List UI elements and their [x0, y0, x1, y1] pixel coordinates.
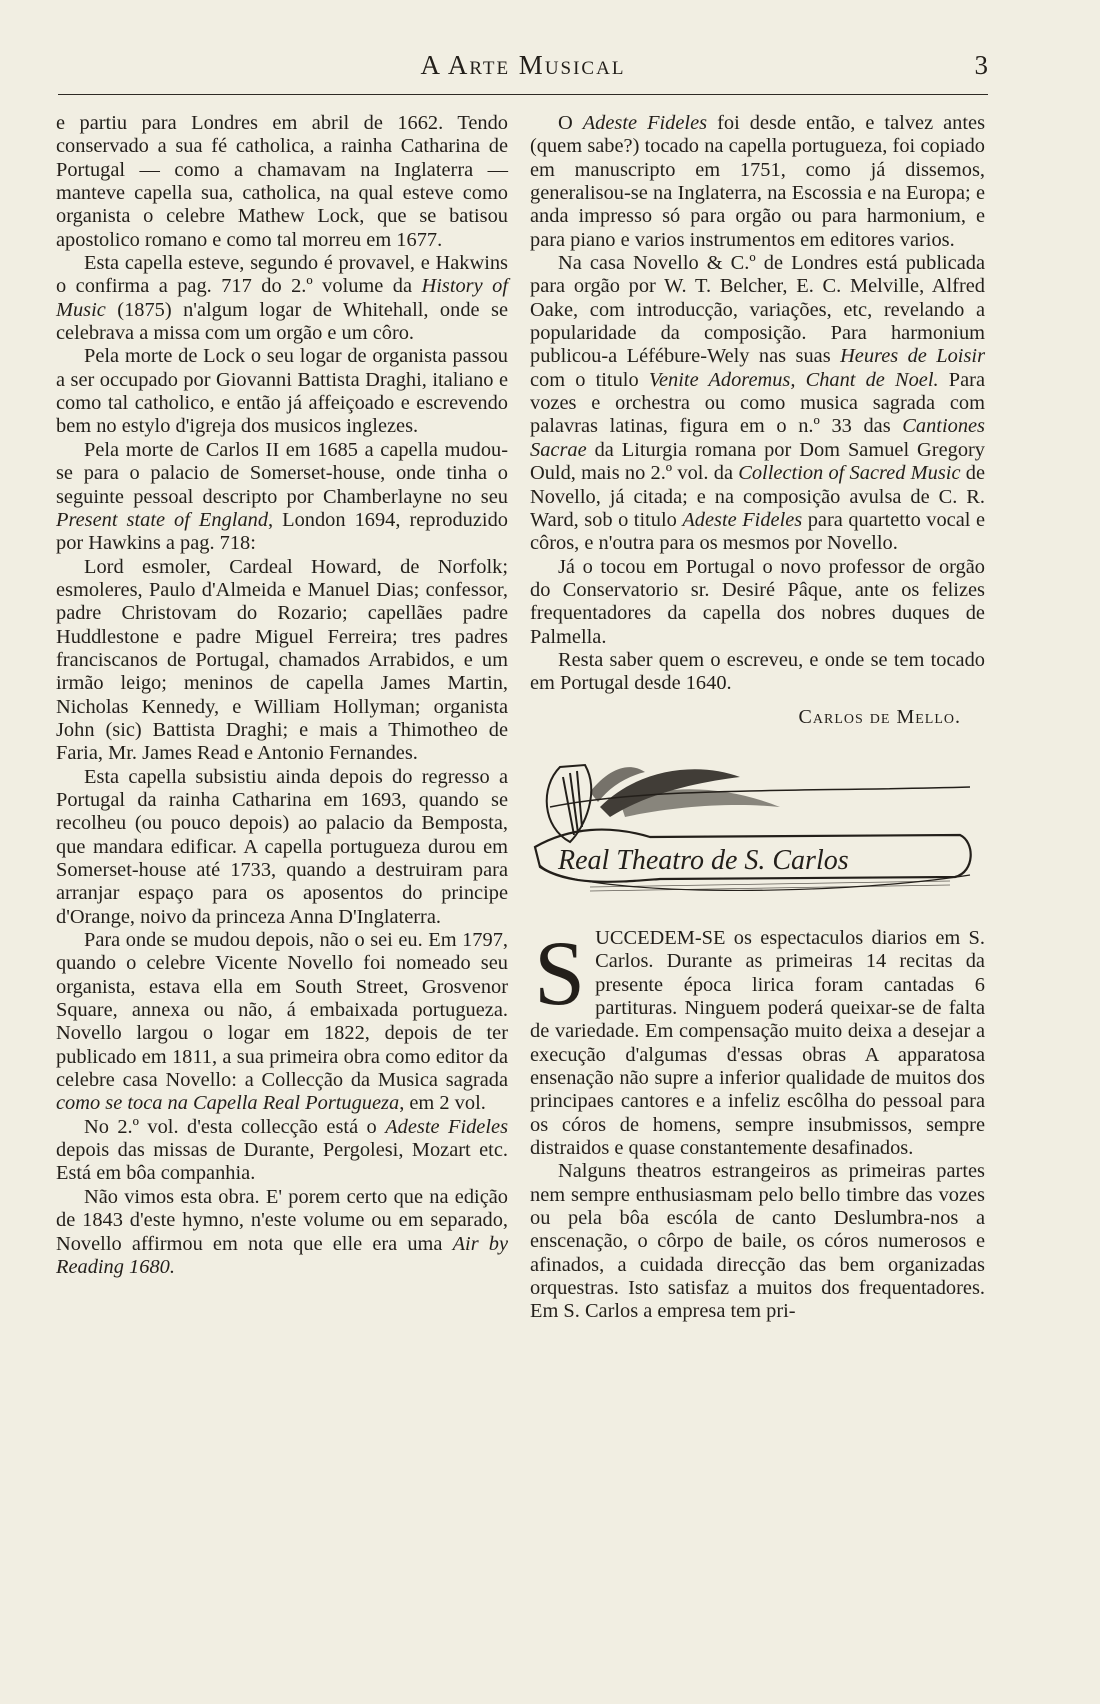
page-number: 3	[974, 50, 988, 80]
paragraph: Nalguns theatros estrangeiros as primeiras partes nem sempre enthusiasmam pelo bello timbre das vozes ou pela bôa escóla de canto Deslumbra-nos a enscenação, o côrpo de baile, os córos numerosos e afinados, a cuidada direcção das bem organizadas orquestras. Isto satisfaz a muitos dos frequentadores. Em S. Carlos a empresa tem pri-	[530, 1160, 985, 1323]
paragraph: Na casa Novello & C.º de Londres está publicada para orgão por W. T. Belcher, E. C. Melville, Alfred Oake, com introducção, variações, etc, revelando a popularidade da composição. Para harmonium publicou-a Léfébure-Wely nas suas Heures de Loisir com o titulo Venite Adoremus, Chant de Noel. Para vozes e orchestra ou como musica sagrada com palavras latinas, figura em o n.º 33 das Cantiones Sacrae da Liturgia romana por Dom Samuel Gregory Ould, mais no 2.º vol. da Collection of Sacred Music de Novello, já citada; e na composição avulsa de C. R. Ward, sob o titulo Adeste Fideles para quartetto vocal e côros, e n'outra para os mesmos por Novello.	[530, 252, 986, 555]
paragraph: Lord esmoler, Cardeal Howard, de Norfolk; esmoleres, Paulo d'Almeida e Manuel Dias; confessor, padre Christovam do Rozario; capellães padre Huddlestone e padre Miguel Ferreira; tres padres franciscanos de Portugal, chamados Arrabidos, e um irmão leigo; meninos de capella James Martin, Nicholas Kennedy, e William Hollyman; organista John (sic) Battista Draghi; e mais a Thimotheo de Faria, Mr. James Read e Antonio Fernandes.	[56, 555, 508, 765]
running-title: A Arte Musical	[420, 50, 626, 80]
right-column	[530, 112, 985, 1324]
paragraph: SUCCEDEM-SE os espectaculos diarios em S. Carlos. Durante as primeiras 14 recitas da presente época lirica foram cantadas 6 partituras. Ninguem poderá queixar-se de falta de variedade. Em compensação muito deixa a desejar a execução d'algumas d'essas obras A apparatosa ensenação não supre a inferior qualidade de muitos dos principaes cantores e a infeliz escôlha do pessoal para os córos de homens, sempre insubmissos, sempre distraidos e quase constantemente desafinados.	[530, 921, 985, 1160]
paragraph: Pela morte de Lock o seu logar de organista passou a ser occupado por Giovanni Battista Draghi, italiano e como tal catholico, e então já affeiçoado e escrevendo bem no estylo d'igreja dos musicos inglezes.	[56, 345, 508, 438]
section-heading-ornament	[530, 747, 985, 907]
paragraph: Pela morte de Carlos II em 1685 a capella mudou-se para o palacio de Somerset-house, onde tinha o seguinte pessoal descripto por Chamberlayne no seu Present state of England, London 1694, reproduzido por Hawkins a pag. 718:	[56, 438, 508, 555]
page-header	[58, 44, 988, 95]
paragraph: Esta capella esteve, segundo é provavel, e Hakwins o confirma a pag. 717 do 2.º volume da History of Music (1875) n'algum logar de Whitehall, onde se celebrava a missa com um orgão e um côro.	[56, 252, 508, 345]
paragraph: e partiu para Londres em abril de 1662. Tendo conservado a sua fé catholica, a rainha Catharina de Portugal — como a chamavam na Inglaterra — manteve capella sua, catholica, na qual esteve como organista o celebre Mathew Lock, que se batisou apostolico romano e como tal morreu em 1677.	[56, 112, 508, 251]
paragraph: O Adeste Fideles foi desde então, e talvez antes (quem sabe?) tocado na capella portugueza, foi copiado em manuscripto em 1751, como já dissemos, generalisou-se na Inglaterra, na Escossia e na Europa; e anda impresso só para orgão ou para harmonium, e para piano e varios instrumentos em editores varios.	[530, 112, 986, 251]
left-column	[56, 112, 508, 1279]
author-signature: Carlos de Mello.	[798, 705, 961, 728]
paragraph: Resta saber quem o escreveu, e onde se tem tocado em Portugal desde 1640.	[530, 648, 985, 695]
paragraph: Já o tocou em Portugal o novo professor de orgão do Conservatorio sr. Desiré Pâque, ante os felizes frequentadores da capella dos nobres duques de Palmella.	[530, 555, 985, 648]
paragraph: Para onde se mudou depois, não o sei eu. Em 1797, quando o celebre Vicente Novello foi nomeado seu organista, estava ella em South Street, Grosvenor Square, annexa ou não, á embaixada portugueza. Novello largou o logar em 1822, depois de ter publicado em 1811, a sua primeira obra como editor da celebre casa Novello: a Collecção da Musica sagrada como se toca na Capella Real Portugueza, em 2 vol.	[56, 929, 508, 1115]
paragraph: No 2.º vol. d'esta collecção está o Adeste Fideles depois das missas de Durante, Pergolesi, Mozart etc. Está em bôa companhia.	[56, 1115, 509, 1185]
paragraph: Esta capella subsistiu ainda depois do regresso a Portugal da rainha Catharina em 1693, quando se recolheu (ou pouco depois) ao palacio da Bemposta, que mandara edificar. A capella portugueza durou em Somerset-house até 1733, quando a destruiram para arranjar espaço para os aposentos do principe d'Orange, noivo da princeza Anna D'Inglaterra.	[56, 765, 508, 928]
ornament-banner-icon	[530, 747, 985, 907]
drop-cap: S	[534, 921, 586, 1024]
paragraph: Não vimos esta obra. E' porem certo que na edição de 1843 d'este hymno, n'este volume ou em separado, Novello affirmou em nota que elle era uma Air by Reading 1680.	[56, 1185, 509, 1278]
ornament-title: Real Theatro de S. Carlos	[558, 844, 849, 876]
